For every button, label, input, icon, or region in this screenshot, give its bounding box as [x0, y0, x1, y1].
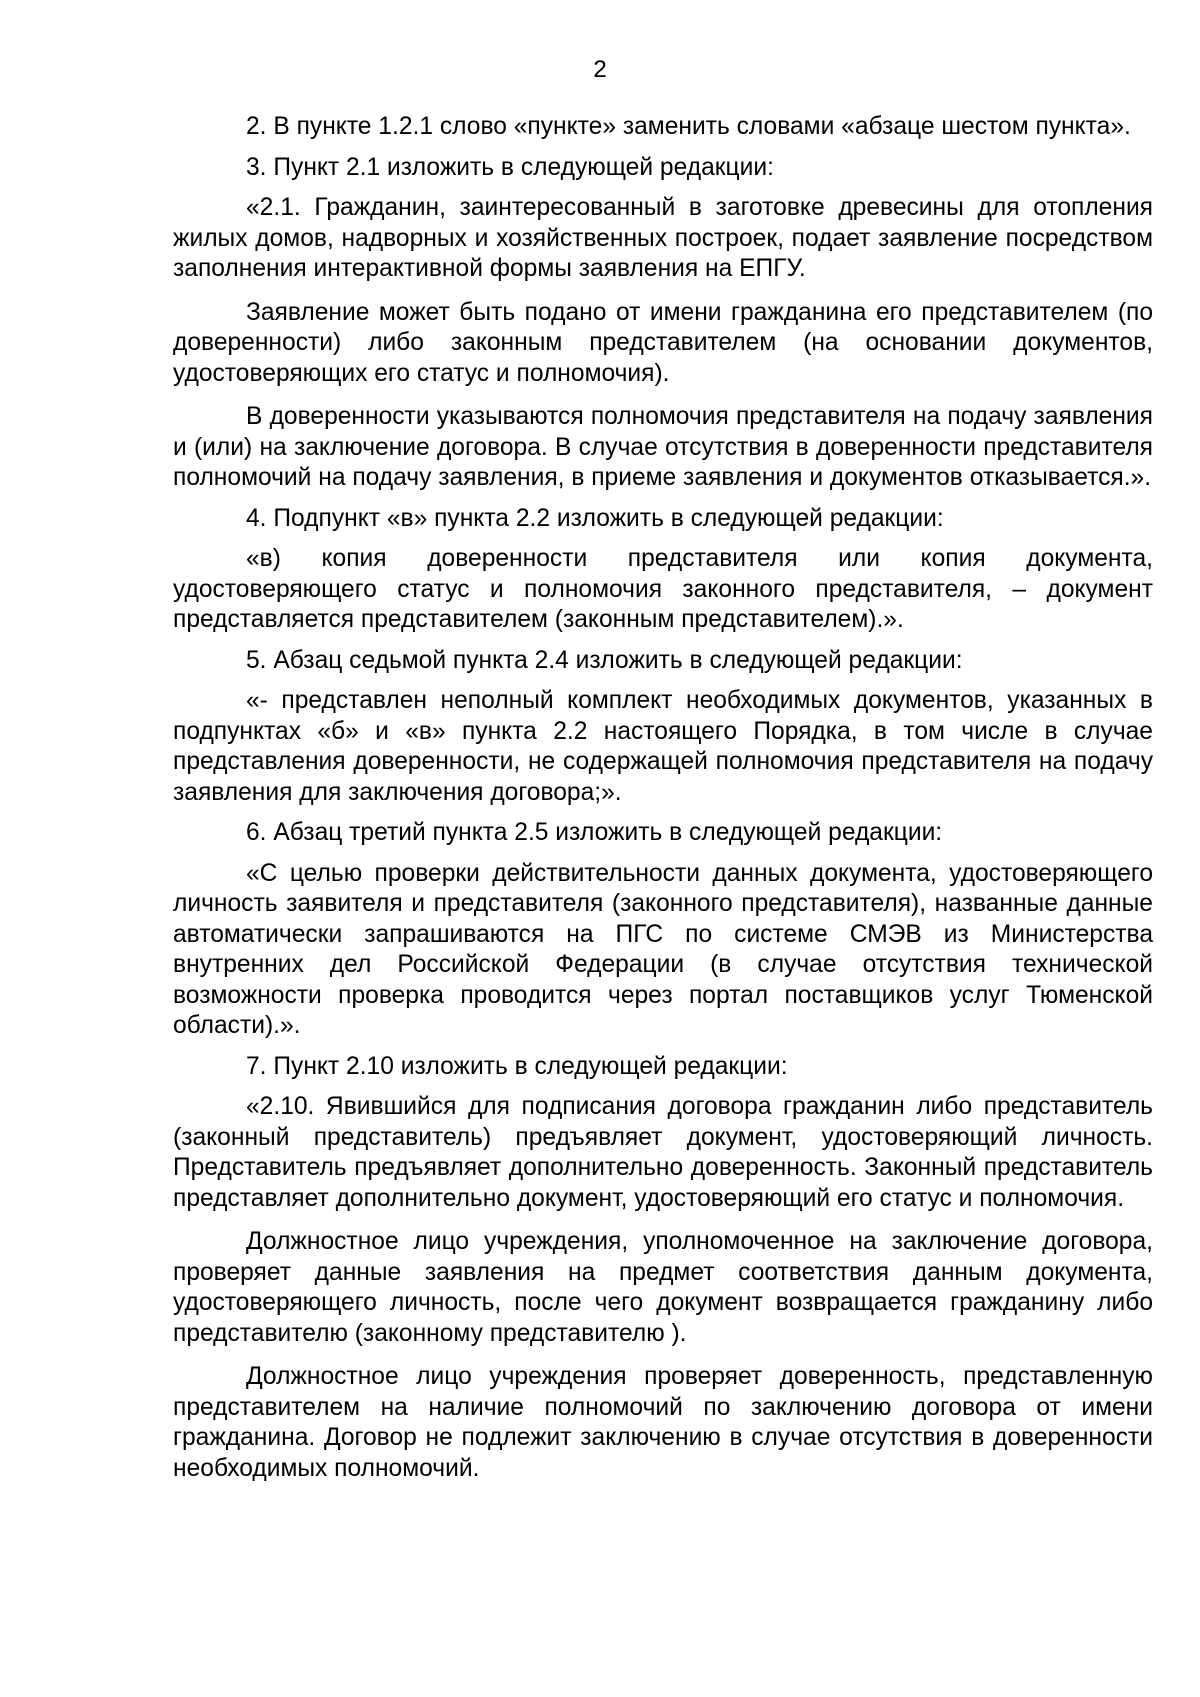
- paragraph-quote-incomplete-set: «- представлен неполный комплект необходимых документов, указанных в подпунктах «б» и «в» пункта 2.2 настоящего Порядка, в том числе в случае представления доверенности, не содержащей полномочия представителя на подачу заявления для заключения договора;».: [173, 687, 1153, 806]
- paragraph-quote-verification: «С целью проверки действительности данных документа, удостоверяющего личность заявителя и представителя (законного представителя), названные данные автоматически запрашиваются на ПГС по системе СМЭВ из Министерства внутренних дел Российской Федерации (в случае отсутствия технической возможности проверка проводится через портал поставщиков услуг Тюменской области).».: [173, 859, 1153, 1039]
- paragraph-official-checks-attorney: Должностное лицо учреждения проверяет доверенность, представленную представителем на наличие полномочий по заключению договора от имени гражданина. Договор не подлежит заключению в случае отсутствия в доверенности необходимых полномочий.: [173, 1363, 1153, 1482]
- paragraph-item-3: 3. Пункт 2.1 изложить в следующей редакции:: [246, 153, 774, 181]
- paragraph-application-by-representative: Заявление может быть подано от имени гражданина его представителем (по доверенности) либо законным представителем (на основании документов, удостоверяющих его статус и полномочия).: [173, 298, 1153, 387]
- paragraph-item-7: 7. Пункт 2.10 изложить в следующей редакции:: [246, 1052, 788, 1080]
- page-number: 2: [593, 56, 607, 83]
- paragraph-official-checks-data: Должностное лицо учреждения, уполномоченное на заключение договора, проверяет данные заявления на предмет соответствия данным документа, удостоверяющего личность, после чего документ возвращается гражданину либо представителю (законному представителю ).: [173, 1228, 1153, 1347]
- paragraph-power-of-attorney: В доверенности указываются полномочия представителя на подачу заявления и (или) на заключение договора. В случае отсутствия в доверенности представителя полномочий на подачу заявления, в приеме заявления и документов отказывается.».: [173, 403, 1153, 491]
- document-body: [173, 112, 1153, 1484]
- paragraph-item-6: 6. Абзац третий пункта 2.5 изложить в следующей редакции:: [246, 819, 943, 846]
- paragraph-item-4: 4. Подпункт «в» пункта 2.2 изложить в следующей редакции:: [246, 504, 944, 532]
- paragraph-item-2: 2. В пункте 1.2.1 слово «пункте» заменить словами «абзаце шестом пункта».: [246, 113, 1131, 140]
- paragraph-quote-2-10: «2.10. Явившийся для подписания договора гражданин либо представитель (законный представитель) предъявляет документ, удостоверяющий личность. Представитель предъявляет дополнительно доверенность. Законный представитель представляет дополнительно документ, удостоверяющий его статус и полномочия.: [173, 1093, 1153, 1212]
- paragraph-quote-2-1: «2.1. Гражданин, заинтересованный в заготовке древесины для отопления жилых домов, надворных и хозяйственных построек, подает заявление посредством заполнения интерактивной формы заявления на ЕПГУ.: [173, 194, 1153, 282]
- paragraph-quote-subitem-v: «в) копия доверенности представителя или копия документа, удостоверяющего статус и полномочия законного представителя, – документ представляется представителем (законным представителем).».: [173, 545, 1153, 633]
- paragraph-item-5: 5. Абзац седьмой пункта 2.4 изложить в следующей редакции:: [246, 646, 963, 674]
